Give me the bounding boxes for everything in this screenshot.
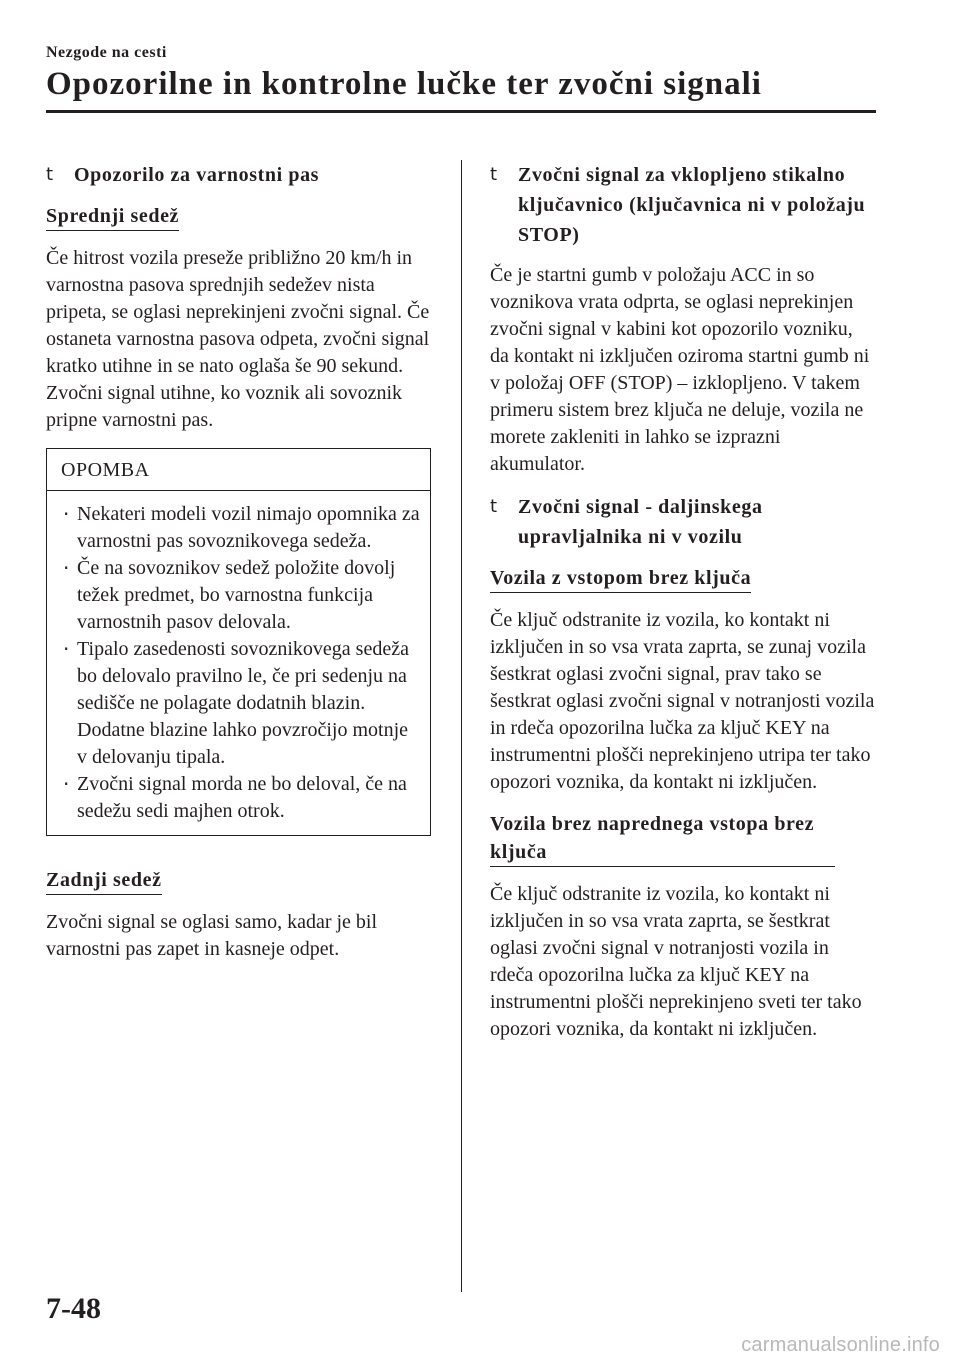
note-item <box>61 501 420 555</box>
bullet-dot-icon: · <box>63 556 70 580</box>
paragraph-ignition: Če je startni gumb v položaju ACC in so voznikova vrata odprta, se oglasi neprekinjen zvočni signal v kabini kot opozorilo vozniku, da kontakt ni izključen oziroma startni gumb ni v položaj OFF (STOP) – izklopljeno. V takem primeru sistem brez ključa ne deluje, vozila ne morete zakleniti in lahko se izprazni akumulator. <box>490 264 870 475</box>
breadcrumb: Nezgode na cesti <box>46 44 167 61</box>
section-heading-seatbelt <box>46 160 431 190</box>
paragraph-rear-seat: Zvočni signal se oglasi samo, kadar je bil varnostni pas zapet in kasneje odpet. <box>46 911 378 960</box>
paragraph-front-seat: Če hitrost vozila preseže približno 20 km/h in varnostna pasova sprednjih sedežev nista pripeta, se oglasi neprekinjeni zvočni signal. Če ostaneta varnostna pasova odpeta, zvočni signal kratko utihne in se nato oglaša še 90 sekund. Zvočni signal utihne, ko voznik ali sovoznik pripne varnostni pas. <box>46 247 430 431</box>
section-heading-text: Zvočni signal - daljinskega upravljalnika ni v vozilu <box>518 496 763 548</box>
note-item-text: Tipalo zasedenosti sovoznikovega sedeža bo delovalo pravilno le, če pri sedenju na sedišče ne polagate dodatnih blazin. Dodatne blazine lahko povzročijo motnje v delovanju tipala. <box>77 638 409 768</box>
note-list <box>47 491 430 835</box>
note-item-text: Če na sovoznikov sedež položite dovolj težek predmet, bo varnostna funkcija varnostnih pasov delovala. <box>77 557 396 633</box>
subheading-rear-seat: Zadnji sedež <box>46 866 162 895</box>
section-bullet-icon: t <box>46 164 54 185</box>
note-item <box>61 555 420 636</box>
subheading-non-advanced: Vozila brez naprednega vstopa brez ključa <box>490 810 835 867</box>
subheading-keyless: Vozila z vstopom brez ključa <box>490 564 751 593</box>
page-title: Opozorilne in kontrolne lučke ter zvočni signali <box>46 66 762 102</box>
left-column <box>46 160 431 977</box>
section-heading-ignition <box>490 160 875 250</box>
section-bullet-icon: t <box>490 496 498 517</box>
section-heading-text: Opozorilo za varnostni pas <box>74 164 320 186</box>
section-bullet-icon: t <box>490 164 498 185</box>
watermark: carmanualsonline.info <box>741 1334 940 1356</box>
bullet-dot-icon: · <box>63 772 70 796</box>
paragraph-non-advanced: Če ključ odstranite iz vozila, ko kontakt ni izključen in so vsa vrata zaprta, se šestkrat oglasi zvočni signal v notranjosti vozila in rdeča opozorilna lučka za ključ KEY na instrumentni plošči neprekinjeno sveti ter tako opozori voznika, da kontakt ni izključen. <box>490 883 862 1040</box>
note-item-text: Nekateri modeli vozil nimajo opomnika za varnostni pas sovoznikovega sedeža. <box>77 503 420 552</box>
note-item <box>61 636 420 771</box>
note-box <box>46 448 431 836</box>
section-heading-text: Zvočni signal za vklopljeno stikalno ključavnico (ključavnica ni v položaju STOP) <box>518 164 866 246</box>
note-title: OPOMBA <box>47 449 430 491</box>
subheading-front-seat: Sprednji sedež <box>46 202 179 231</box>
note-item-text: Zvočni signal morda ne bo deloval, če na sedežu sedi majhen otrok. <box>77 773 407 822</box>
note-item <box>61 771 420 825</box>
paragraph-keyless: Če ključ odstranite iz vozila, ko kontakt ni izključen in so vsa vrata zaprta, se zunaj vozila šestkrat oglasi zvočni signal, prav tako se šestkrat oglasi zvočni signal v notranjosti vozila in rdeča opozorilna lučka za ključ KEY na instrumentni plošči neprekinjeno utripa ter tako opozori voznika, da kontakt ni izključen. <box>490 609 875 793</box>
bullet-dot-icon: · <box>63 637 70 661</box>
right-column <box>490 160 875 1057</box>
bullet-dot-icon: · <box>63 502 70 526</box>
column-divider <box>461 160 462 1292</box>
section-heading-remote <box>490 492 875 552</box>
page-number: 7-48 <box>46 1292 101 1325</box>
title-rule <box>46 110 876 113</box>
